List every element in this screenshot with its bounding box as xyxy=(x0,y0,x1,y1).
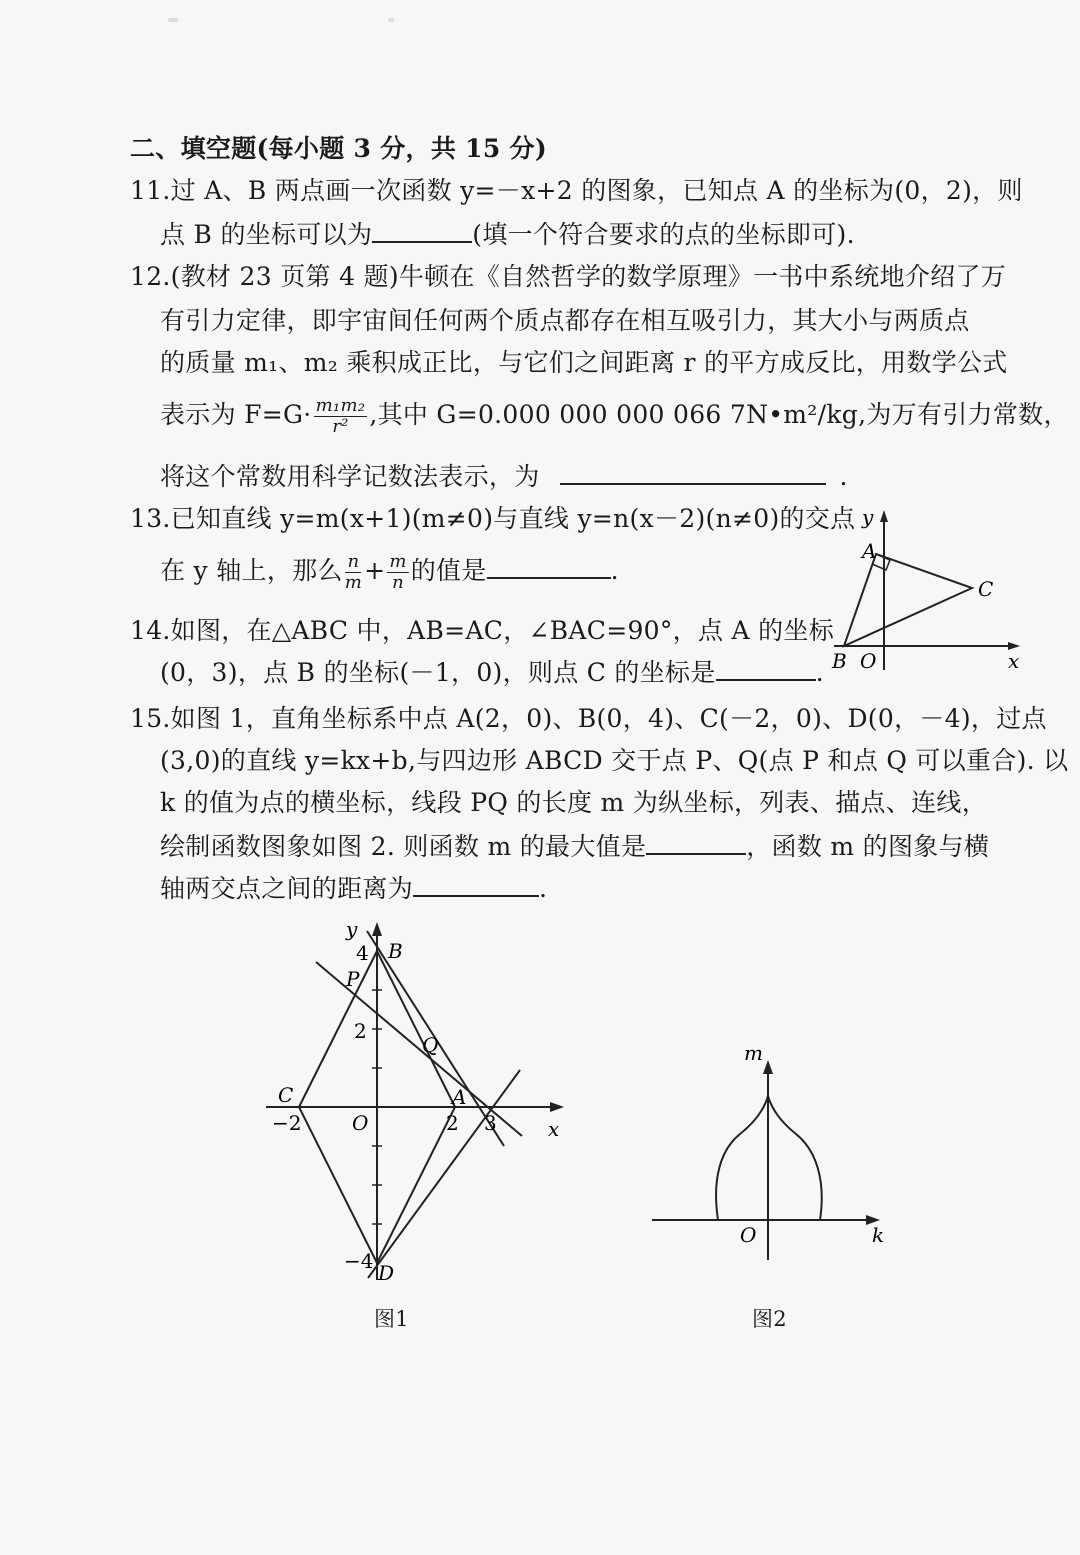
q13-f2-num: m xyxy=(389,551,407,572)
fig1-label-C: C xyxy=(278,1083,294,1107)
fig1-tick-x3: 3 xyxy=(484,1111,497,1135)
q13-text: 在 y 轴上，那么 xyxy=(160,556,343,585)
q15-line3: k 的值为点的横坐标，线段 PQ 的长度 m 为纵坐标，列表、描点、连线， xyxy=(160,788,988,817)
q14-line2 xyxy=(160,656,824,690)
fig1-x-arrow-icon xyxy=(550,1102,564,1112)
q14-label-O: O xyxy=(860,649,877,673)
fig1-label-Q: Q xyxy=(422,1033,439,1057)
q14-period: . xyxy=(815,658,824,687)
q12-period: . xyxy=(839,462,848,491)
q15-line2: (3,0)的直线 y=kx+b,与四边形 ABCD 交于点 P、Q(点 P 和点 Q 可以重合). 以 xyxy=(160,746,1069,775)
figure-2-graph xyxy=(640,1030,900,1270)
q13-fraction-2 xyxy=(387,552,408,593)
q11-answer-blank[interactable] xyxy=(372,219,472,243)
q13-f2-den: n xyxy=(392,572,404,593)
fig2-caption: 图2 xyxy=(752,1307,787,1331)
fig1-label-O: O xyxy=(352,1111,369,1135)
q12-answer-blank[interactable] xyxy=(560,461,826,485)
fig1-label-P: P xyxy=(346,967,360,991)
q12-line2: 有引力定律，即宇宙间任何两个质点都存在相互吸引力，其大小与两质点 xyxy=(160,306,970,335)
q14-y-arrow-icon xyxy=(880,510,888,522)
fig1-label-B: B xyxy=(388,939,403,963)
fig1-label-D: D xyxy=(378,1261,395,1285)
q13-line2 xyxy=(160,552,619,593)
q12-line4 xyxy=(160,396,1069,437)
q14-label-A: A xyxy=(862,539,877,563)
q14-text: (0，3)，点 B 的坐标(－1，0)，则点 C 的坐标是 xyxy=(160,658,716,687)
q12-line3: 的质量 m₁、m₂ 乘积成正比，与它们之间距离 r 的平方成反比，用数学公式 xyxy=(160,348,1008,377)
q12-formula-end: ,其中 G=0.000 000 000 066 7N•m²/kg,为万有引力常数， xyxy=(369,400,1069,429)
fig1-y-arrow-icon xyxy=(372,922,382,936)
q14-label-B: B xyxy=(832,649,847,673)
q13-f1-num: n xyxy=(347,551,360,572)
q14-answer-blank[interactable] xyxy=(716,657,816,681)
scan-speck xyxy=(388,18,394,22)
q14-label-y: y xyxy=(862,505,874,529)
fig1-label-A: A xyxy=(452,1085,467,1109)
q13-period: . xyxy=(610,556,619,585)
q13-text-2: 的值是 xyxy=(410,556,487,585)
q14-triangle xyxy=(844,554,972,646)
q12-line5 xyxy=(160,460,848,494)
q12-formula-start: 表示为 F=G· xyxy=(160,400,312,429)
q14-label-x: x xyxy=(1008,649,1020,673)
q15-line1: 15.如图 1，直角坐标系中点 A(2，0)、B(0，4)、C(－2，0)、D(0，－4)，过点 xyxy=(130,704,1047,733)
fig1-tick-neg4: −4 xyxy=(344,1249,374,1273)
q15-answer-blank-1[interactable] xyxy=(646,831,746,855)
fig2-label-O: O xyxy=(740,1223,757,1247)
fig1-tick-2: 2 xyxy=(354,1019,367,1043)
q15-period: . xyxy=(539,874,548,903)
q12-text: 将这个常数用科学记数法表示，为 xyxy=(160,462,540,491)
fig1-tick-x2: 2 xyxy=(446,1111,459,1135)
q12-fraction xyxy=(314,396,368,437)
fig1-tick-neg2: −2 xyxy=(272,1111,302,1135)
q15-line5 xyxy=(160,872,547,906)
q13-answer-blank[interactable] xyxy=(487,555,611,579)
q11-line1: 11.过 A、B 两点画一次函数 y=－x+2 的图象，已知点 A 的坐标为(0，2)，则 xyxy=(130,176,1023,205)
fig2-m-arrow-icon xyxy=(763,1060,773,1074)
q15-text-3: 轴两交点之间的距离为 xyxy=(160,874,414,903)
q15-text: 绘制函数图象如图 2. 则函数 m 的最大值是 xyxy=(160,832,647,861)
figure-1 xyxy=(250,910,580,1290)
section-title: 二、填空题(每小题 3 分，共 15 分) xyxy=(130,134,547,163)
fig2-label-k: k xyxy=(872,1223,885,1247)
fig1-caption: 图1 xyxy=(374,1307,409,1331)
fig1-label-x: x xyxy=(548,1117,560,1141)
q11-text-end: (填一个符合要求的点的坐标即可). xyxy=(472,220,855,249)
q11-text: 点 B 的坐标可以为 xyxy=(160,220,373,249)
q13-fraction-1 xyxy=(345,552,362,593)
fig1-label-y: y xyxy=(346,917,358,941)
q12-frac-num: m₁m₂ xyxy=(315,395,366,416)
q11-line2 xyxy=(160,218,855,252)
q12-frac-den: r² xyxy=(332,416,349,437)
q13-plus: + xyxy=(364,556,386,585)
q14-line1: 14.如图，在△ABC 中，AB=AC，∠BAC=90°，点 A 的坐标 xyxy=(130,616,835,645)
q15-text-2: ，函数 m 的图象与横 xyxy=(746,832,990,861)
fig1-tick-4: 4 xyxy=(356,941,369,965)
q14-label-C: C xyxy=(978,577,994,601)
scan-speck xyxy=(168,18,178,22)
fig2-label-m: m xyxy=(744,1041,763,1065)
q15-line4 xyxy=(160,830,989,864)
fig1-line-through-D xyxy=(368,1070,520,1278)
q15-answer-blank-2[interactable] xyxy=(413,873,539,897)
q13-f1-den: m xyxy=(344,572,363,593)
q12-line1: 12.(教材 23 页第 4 题)牛顿在《自然哲学的数学原理》一书中系统地介绍了万 xyxy=(130,262,1007,291)
q14-triangle-figure xyxy=(820,500,1030,680)
q13-line1: 13.已知直线 y=m(x+1)(m≠0)与直线 y=n(x－2)(n≠0)的交点 xyxy=(130,504,856,533)
